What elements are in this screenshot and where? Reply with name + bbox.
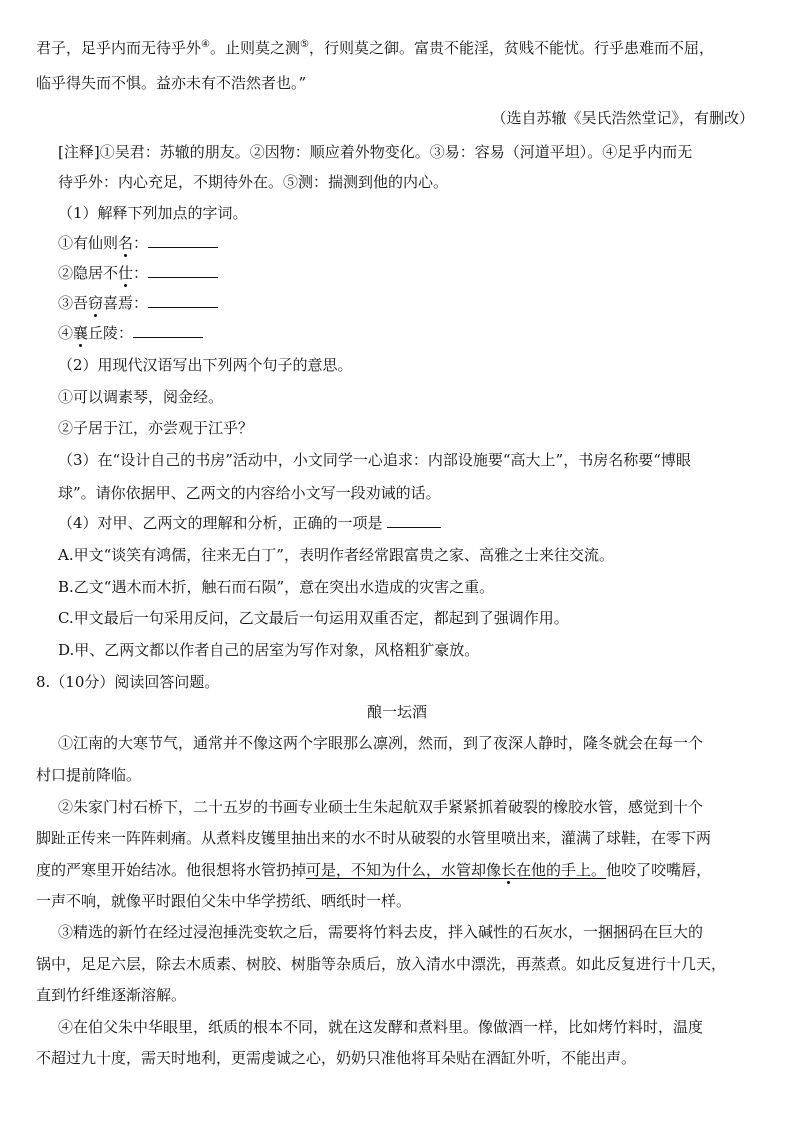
p1-line-2: 村口提前降临。 (36, 766, 142, 784)
underlined-sentence (306, 861, 606, 879)
p2-text: 他咬了咬嘴唇， (606, 861, 712, 879)
q4-prompt (58, 513, 441, 533)
p1-line-1: ①江南的大寒节气，通常并不像这两个字眼那么凛冽，然而，到了夜深人静时，隆冬就会在每一个 (58, 734, 704, 752)
passage-text: 君子，足乎内而无待乎外 (36, 39, 202, 57)
passage-line-2: 临乎得失而不惧。益亦未有不浩然者也。” (36, 74, 307, 92)
passage-source: （选自苏辙《吴氏浩然堂记》，有删改） (491, 109, 754, 127)
p2-line-2: 脚趾正传来一阵阵刺痛。从煮料皮镬里抽出来的水不时从破裂的水管里喷出来，灌满了球鞋，在零下两 (36, 829, 712, 847)
q4-prompt-text: （4）对甲、乙两文的理解和分析，正确的一项是 (58, 514, 383, 532)
q4-option-d[interactable]: D.甲、乙两文都以作者自己的居室为写作对象，风格粗犷豪放。 (58, 641, 480, 659)
p2-line-3 (36, 860, 711, 880)
p2-line-4: 一声不响，就像平时跟伯父朱中华学捞纸、晒纸时一样。 (36, 892, 412, 910)
p3-line-3: 直到竹纤维逐渐溶解。 (36, 986, 187, 1004)
q1-item-1 (58, 233, 218, 253)
q2-prompt: （2）用现代汉语写出下列两个句子的意思。 (58, 356, 353, 374)
p3-line-2: 锅中，足足六层，除去木质素、树胶、树脂等杂质后，放入清水中漂洗，再蒸煮。如此反复进行十几天， (36, 955, 727, 973)
dotted-word: 窃 (88, 294, 104, 312)
q1-item-4 (58, 323, 203, 343)
dotted-word: 襄 (73, 324, 89, 342)
article-title: 酿一坛酒 (366, 703, 427, 721)
notes-line-1: [注释]①吴君：苏辙的朋友。②因物：顺应着外物变化。③易：容易（河道平坦）。④足乎内而无 (58, 143, 693, 161)
dotted-word: 名 (118, 234, 134, 252)
passage-line-1 (36, 38, 714, 58)
q3-line-1: （3）在“设计自己的书房”活动中，小文同学一心追求：内部设施要“高大上”，书房名称要“博眼 (58, 451, 691, 469)
notes-line-2: 待乎外：内心充足，不期待外在。⑤测：揣测到他的内心。 (58, 173, 449, 191)
p3-line-1: ③精选的新竹在经过浸泡捶洗变软之后，需要将竹料去皮，拌入碱性的石灰水，一捆捆码在巨大的 (58, 923, 704, 941)
underlined-text: 在他的手上。 (516, 861, 607, 879)
dotted-word: 长 (501, 861, 517, 879)
answer-blank[interactable] (133, 323, 203, 338)
q1-item-3 (58, 293, 218, 313)
q2-sentence-2: ②子居于江，亦尝观于江乎？ (58, 419, 254, 437)
q4-option-c[interactable]: C.甲文最后一句采用反问，乙文最后一句运用双重否定，都起到了强调作用。 (58, 609, 569, 627)
q1-item-2 (58, 263, 218, 283)
q3-line-2: 球”。请你依据甲、乙两文的内容给小文写一段劝诫的话。 (58, 484, 441, 502)
passage-text: 。止则莫之测 (209, 39, 300, 57)
item-text: ③吾 (58, 294, 89, 312)
q8-header: 8.（10分）阅读回答问题。 (36, 673, 220, 691)
item-text: ： (133, 234, 149, 252)
q1-prompt: （1）解释下列加点的字词。 (58, 204, 248, 222)
item-text: ①有仙则 (58, 234, 119, 252)
p4-line-2: 不超过九十度，需天时地利，更需虔诚之心，奶奶只准他将耳朵贴在酒缸外听，不能出声。 (36, 1049, 637, 1067)
p4-line-1: ④在伯父朱中华眼里，纸质的根本不同，就在这发酵和煮料里。像做酒一样，比如烤竹料时，温度 (58, 1018, 704, 1036)
item-text: ： (133, 264, 149, 282)
answer-blank[interactable] (148, 263, 218, 278)
answer-blank[interactable] (148, 293, 218, 308)
footnote-marker: ⑤ (300, 39, 309, 50)
dotted-word: 仕 (118, 264, 134, 282)
passage-text: ，行则莫之御。富贵不能淫，贫贱不能忧。行乎患难而不屈， (308, 39, 714, 57)
q4-option-b[interactable]: B.乙文“遇木而木折，触石而石陨”，意在突出水造成的灾害之重。 (58, 578, 495, 596)
q2-sentence-1: ①可以调素琴，阅金经。 (58, 388, 224, 406)
answer-blank[interactable] (387, 513, 441, 528)
q4-option-a[interactable]: A.甲文“谈笑有鸿儒，往来无白丁”，表明作者经常跟富贵之家、高雅之士来往交流。 (58, 546, 614, 564)
item-text: ④ (58, 324, 74, 342)
underlined-text: 可是，不知为什么，水管却像 (306, 861, 502, 879)
item-text: 喜焉： (103, 294, 149, 312)
footnote-marker: ④ (201, 39, 210, 50)
item-text: 丘陵： (88, 324, 134, 342)
answer-blank[interactable] (148, 233, 218, 248)
p2-line-1: ②朱家门村石桥下，二十五岁的书画专业硕士生朱起航双手紧紧抓着破裂的橡胶水管，感觉到十个 (58, 798, 704, 816)
p2-text: 度的严寒里开始结冰。他很想将水管扔掉 (36, 861, 307, 879)
item-text: ②隐居不 (58, 264, 119, 282)
